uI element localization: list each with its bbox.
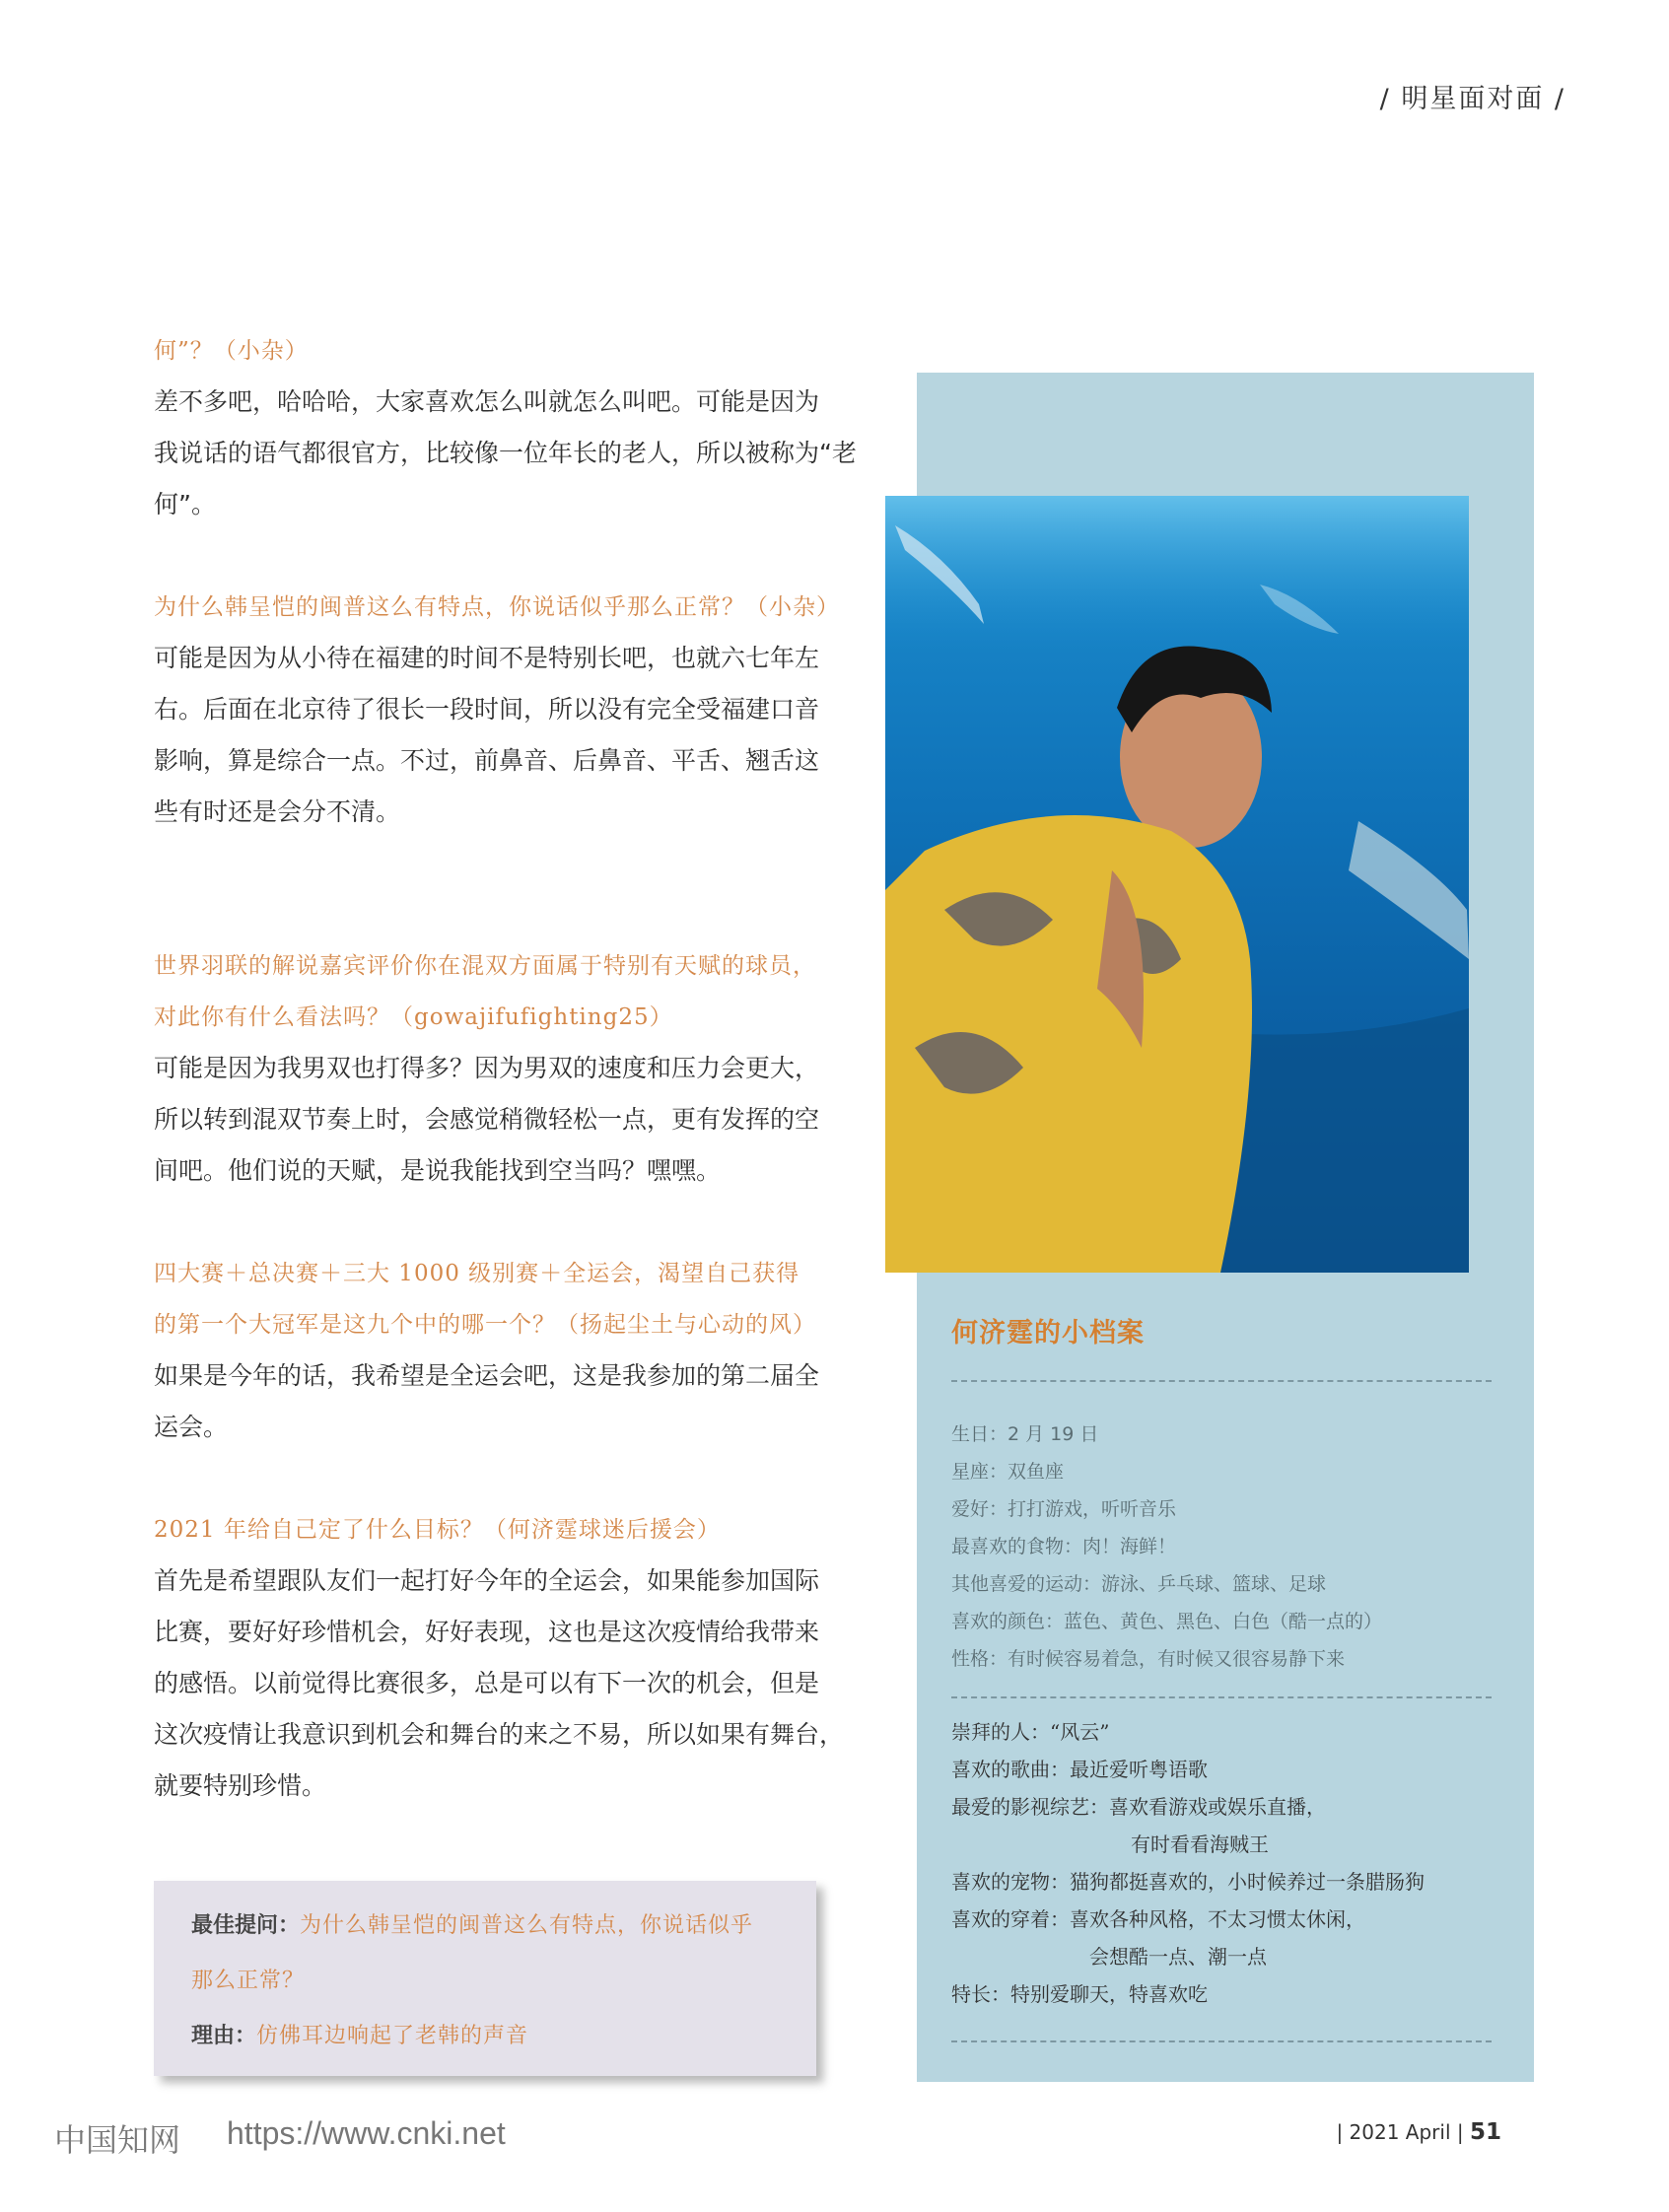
answer: 差不多吧，哈哈哈，大家喜欢怎么叫就怎么叫吧。可能是因为 我说话的语气都很官方，比较像一位年长的老人，所以被称为“老 何”。 [154,387,857,518]
answer: 可能是因为我男双也打得多？因为男双的速度和压力会更大， 所以转到混双节奏上时，会感觉稍微轻松一点，更有发挥的空 间吧。他们说的天赋，是说我能找到空当吗？嘿嘿。 [154,1054,820,1185]
best-question-line [191,1899,816,1954]
profile-hobby: 爱好：打打游戏，听听音乐 [951,1498,1177,1520]
profile-idol: 崇拜的人：“风云” [951,1720,1110,1744]
qa-item [154,1504,845,1812]
profile-extra [951,1713,1425,2013]
answer: 可能是因为从小待在福建的时间不是特别长吧，也就六七年左 右。后面在北京待了很长一段时间，所以没有完全受福建口音 影响，算是综合一点。不过，前鼻音、后鼻音、平舌、翘舌这 些有时还是会分不清。 [154,644,820,826]
aquarium-illustration [885,496,1469,1273]
best-question-line-2 [191,1954,816,2009]
cnki-logo: 中国知网 [54,2121,181,2159]
divider [951,1380,1492,1382]
profile-skill: 特长：特别爱聊天，特喜欢吃 [951,1982,1208,2006]
qa-item [154,940,824,1197]
qa-item [154,325,857,530]
profile-pets: 喜欢的宠物：猫狗都挺喜欢的，小时候养过一条腊肠狗 [951,1870,1425,1894]
profile-title: 何济霆的小档案 [951,1318,1145,1348]
page-footer [1336,2119,1501,2145]
answer: 首先是希望跟队友们一起打好今年的全运会，如果能参加国际 比赛，要好好珍惜机会，好好表现，这也是这次疫情给我带来 的感悟。以前觉得比赛很多，总是可以有下一次的机会，但是 这次疫情让我意识到机会和舞台的来之不易，所以如果有舞台， 就要特别珍惜。 [154,1566,845,1800]
profile-sports: 其他喜爱的运动：游泳、乒乓球、篮球、足球 [951,1573,1327,1595]
profile-style: 喜欢的穿着：喜欢各种风格，不太习惯太休闲， [951,1907,1365,1931]
qa-column [154,325,857,1812]
issue-date: | 2021 April | [1336,2120,1464,2144]
profile-shows: 最爱的影视综艺：喜欢看游戏或娱乐直播， [951,1795,1326,1819]
profile-list [951,1416,1382,1678]
question: 何”？（小杂） [154,338,309,364]
question: 2021 年给自己定了什么目标？（何济霆球迷后援会） [154,1517,721,1543]
best-question-text-2: 那么正常？ [191,1969,306,1993]
profile-zodiac: 星座：双鱼座 [951,1461,1065,1483]
reason-text: 仿佛耳边响起了老韩的声音 [256,2024,529,2048]
cnki-url[interactable]: https://www.cnki.net [227,2115,506,2151]
profile-birthday: 生日：2 月 19 日 [951,1423,1099,1445]
profile-shows-cont: 有时看看海贼王 [1131,1832,1269,1856]
profile-style-cont: 会想酷一点、潮一点 [1089,1945,1267,1969]
reason-line [191,2009,816,2064]
question: 为什么韩呈恺的闽普这么有特点，你说话似乎那么正常？（小杂） [154,594,840,620]
answer: 如果是今年的话，我希望是全运会吧，这是我参加的第二届全 运会。 [154,1361,820,1441]
profile-food: 最喜欢的食物：肉！海鲜！ [951,1536,1177,1557]
best-question-text: 为什么韩呈恺的闽普这么有特点，你说话似乎 [300,1913,754,1938]
reason-label: 理由： [191,2024,257,2048]
athlete-photo [885,496,1469,1273]
profile-personality: 性格：有时候容易着急，有时候又很容易静下来 [951,1648,1346,1670]
divider [951,2040,1492,2042]
best-question-label: 最佳提问： [191,1913,301,1938]
profile-songs: 喜欢的歌曲：最近爱听粤语歌 [951,1758,1208,1781]
best-question-box [154,1881,816,2076]
section-header: / 明星面对面 / [1379,84,1565,114]
divider [951,1696,1492,1698]
qa-item [154,582,840,838]
qa-item [154,1248,824,1453]
page-number: 51 [1469,2119,1501,2145]
question: 世界羽联的解说嘉宾评价你在混双方面属于特别有天赋的球员， 对此你有什么看法吗？（gowajifufighting25） [154,953,816,1030]
manta-ray-shape [1349,821,1469,959]
question: 四大赛＋总决赛＋三大 1000 级别赛＋全运会，渴望自己获得 的第一个大冠军是这九个中的哪一个？（扬起尘土与心动的风） [154,1261,816,1338]
profile-colors: 喜欢的颜色：蓝色、黄色、黑色、白色（酷一点的） [951,1611,1383,1632]
